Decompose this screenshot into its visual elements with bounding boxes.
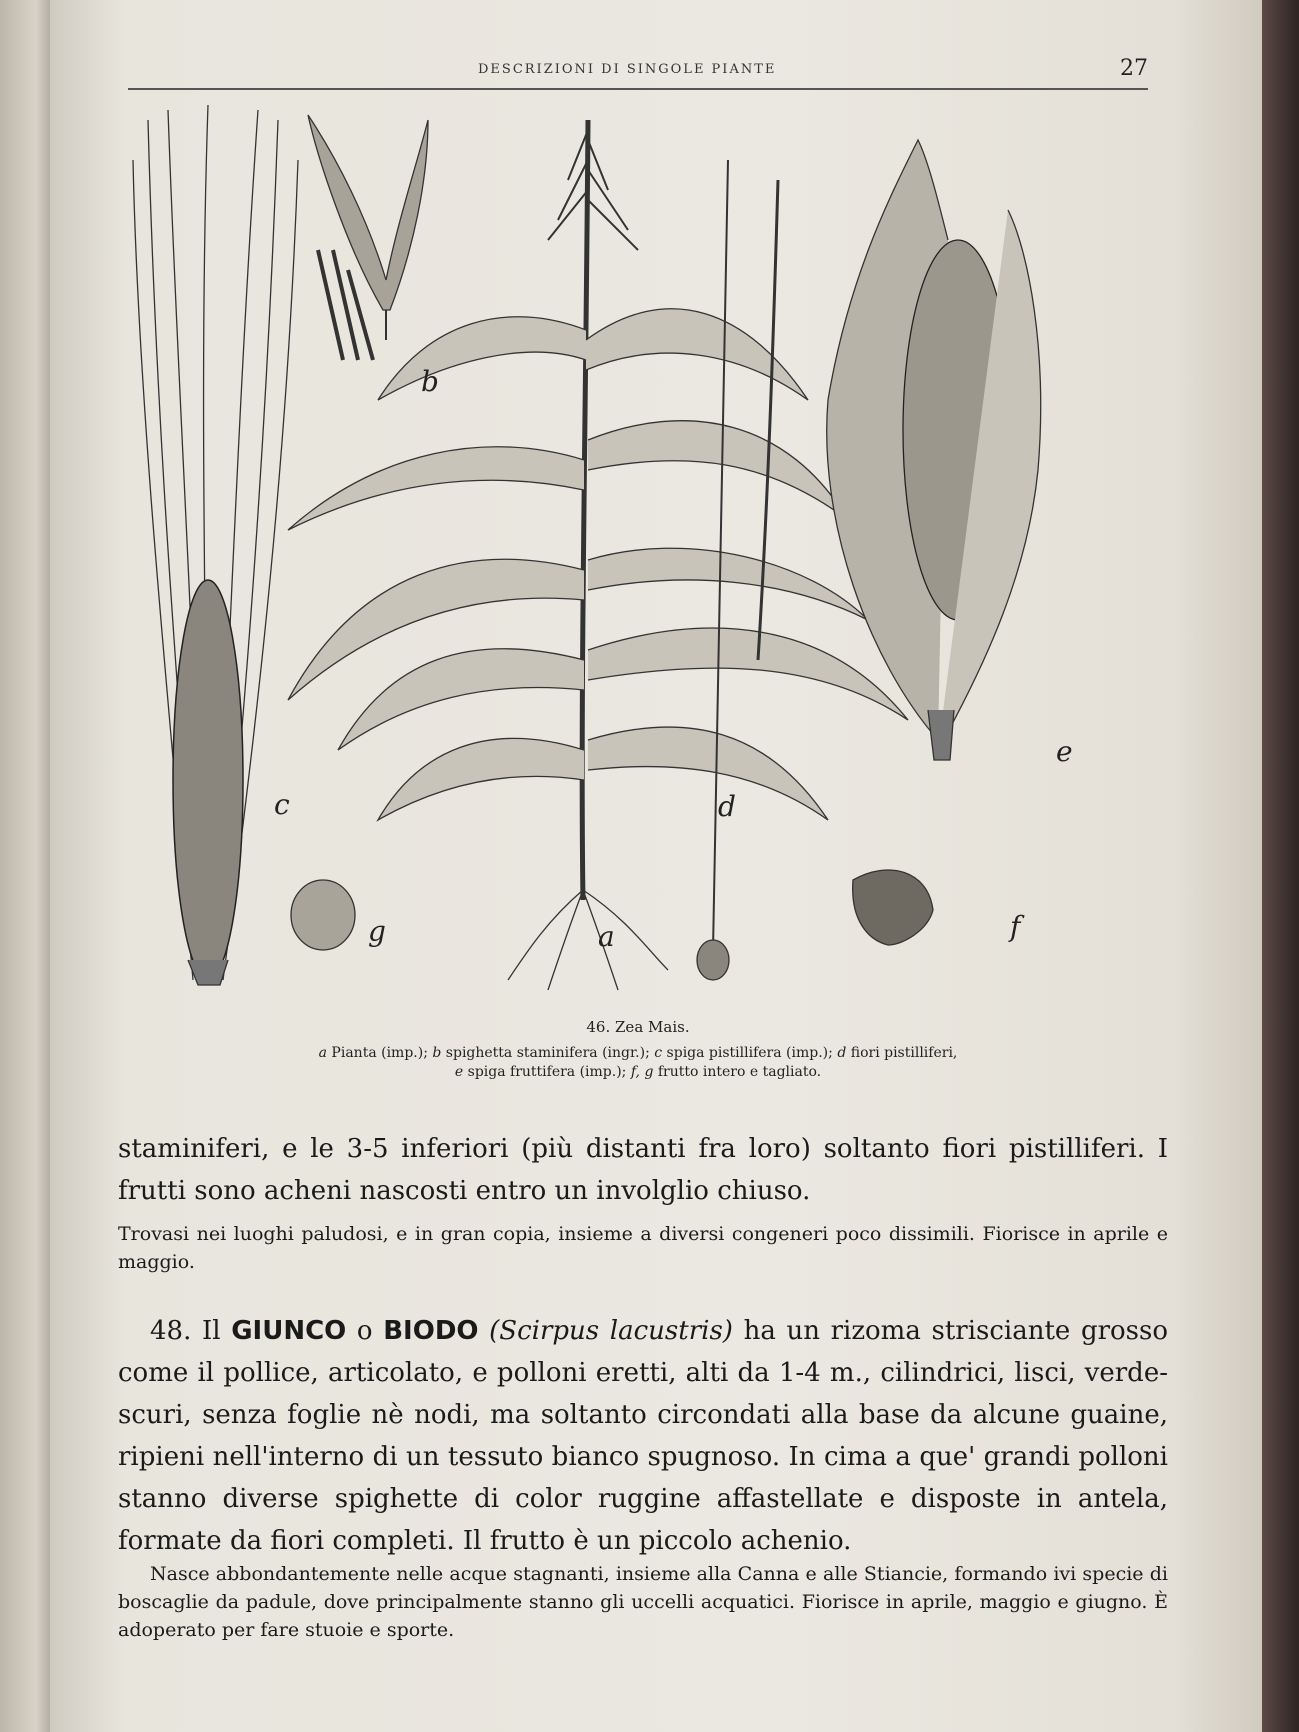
caption-line-1	[128, 1044, 1148, 1063]
entry-latin-name: (Scirpus lacustris)	[478, 1316, 733, 1346]
paragraph-staminiferi: staminiferi, e le 3-5 inferiori (più distanti fra loro) soltanto fiori pistilliferi. I frutti sono acheni nascosti entro un involglio chiuso.	[118, 1134, 1168, 1206]
caption-part: fiori pistilliferi,	[846, 1045, 958, 1061]
figure-letter-c: c	[274, 788, 290, 821]
caption-part: b	[432, 1045, 442, 1061]
page-header	[128, 58, 1148, 90]
caption-part: spighetta staminifera (ingr.);	[441, 1045, 655, 1061]
caption-part: f, g	[630, 1064, 654, 1080]
figure-caption	[128, 1018, 1148, 1082]
figure-letter-b: b	[421, 365, 439, 398]
entry-description: ha un rizoma strisciante grosso come il pollice, articolato, e polloni eretti, alti da 1-4 m., cilindrici, lisci, verde-scuri, senza foglie nè nodi, ma soltanto circondati alla base da alcune guaine, ripieni nell'interno di un tessuto bianco spugnoso. In cima a que' grandi polloni stanno diverse spighette di color ruggine affastellate e disposte in antela, formate da fiori completi. Il frutto è un piccolo achenio.	[118, 1316, 1169, 1556]
entry-conjunction: o	[346, 1316, 384, 1346]
caption-part: e	[454, 1064, 464, 1080]
running-head: DESCRIZIONI DI SINGOLE PIANTE	[478, 62, 777, 77]
caption-part: spiga pistillifera (imp.);	[662, 1045, 838, 1061]
page-number: 27	[1120, 56, 1148, 81]
maize-plant-drawing	[288, 120, 908, 990]
figure-letter-a: a	[598, 920, 615, 953]
book-cover-edge	[1262, 0, 1299, 1732]
zea-mais-illustration-icon	[128, 100, 1148, 1000]
caption-part: a	[318, 1045, 327, 1061]
paragraph-nasce: Nasce abbondantemente nelle acque stagnanti, insieme alla Canna e alle Stiancie, formando ivi specie di boscaglie da padule, dove principalmente stanno gli uccelli acquatici. Fiorisce in aprile, maggio e giugno. È adoperato per fare stuoie e sporte.	[118, 1563, 1168, 1641]
cut-kernel-drawing	[291, 880, 355, 950]
figure-letter-d: d	[718, 790, 736, 823]
caption-part: c	[654, 1045, 663, 1061]
caption-line-2	[128, 1063, 1148, 1082]
entry-number: 48. Il	[150, 1316, 232, 1346]
figure-letter-g: g	[368, 915, 386, 948]
spikelet-drawing	[308, 115, 428, 360]
paragraph-giunco	[118, 1310, 1168, 1562]
figure-letter-f: f	[1010, 910, 1021, 943]
zea-mais-figure	[128, 100, 1148, 1000]
entry-name-giunco: GIUNCO	[231, 1316, 347, 1346]
caption-part: spiga fruttifera (imp.);	[463, 1064, 631, 1080]
figure-letter-e: e	[1056, 735, 1073, 768]
whole-kernel-drawing	[853, 870, 933, 945]
caption-part: frutto intero e tagliato.	[653, 1064, 822, 1080]
ear-in-husk-drawing	[827, 140, 1041, 760]
entry-name-biodo: BIODO	[383, 1316, 479, 1346]
caption-title: 46. Zea Mais.	[586, 1018, 690, 1036]
caption-part: d	[837, 1045, 847, 1061]
paragraph-trovasi: Trovasi nei luoghi paludosi, e in gran copia, insieme a diversi congeneri poco dissimili. Fiorisce in aprile e maggio.	[118, 1223, 1168, 1273]
ear-with-silk-drawing	[133, 105, 298, 985]
caption-part: Pianta (imp.);	[326, 1045, 433, 1061]
